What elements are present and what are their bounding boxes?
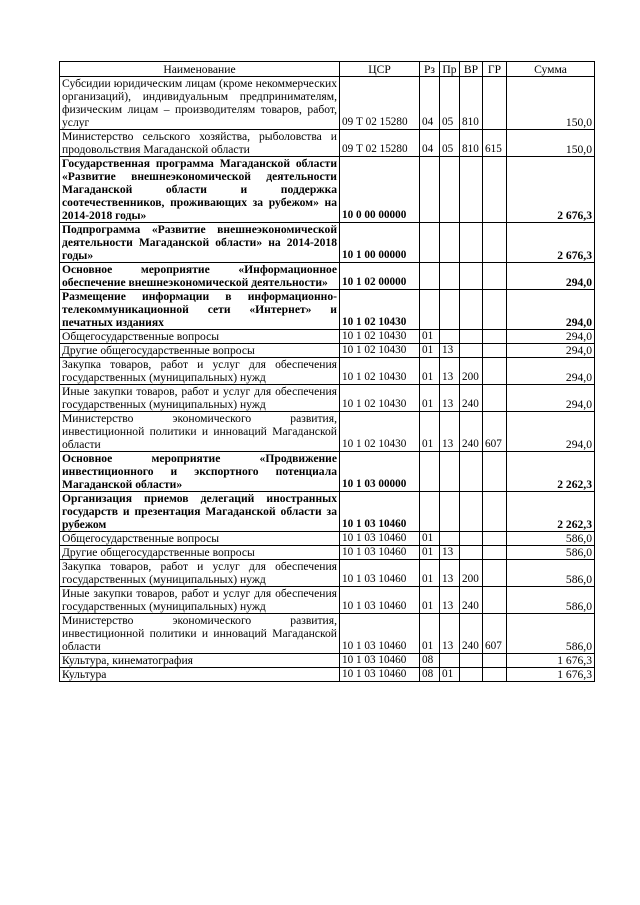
cell-sum: 294,0 [507, 412, 595, 452]
cell-name: Министерство экономического развития, инвестиционной политики и инноваций Магаданской области [60, 412, 340, 452]
cell-vr [460, 330, 483, 344]
cell-rz [420, 452, 440, 492]
cell-vr [460, 344, 483, 358]
cell-gr [483, 654, 507, 668]
cell-vr: 200 [460, 358, 483, 385]
cell-csr: 10 1 03 10460 [340, 532, 420, 546]
cell-gr [483, 452, 507, 492]
table-row [60, 358, 595, 385]
cell-name: Субсидии юридическим лицам (кроме некоммерческих организаций), индивидуальным предпринимателям, физическим лицам – производителям товаров, работ, услуг [60, 77, 340, 130]
cell-pr [440, 492, 460, 532]
cell-csr: 10 1 02 10430 [340, 290, 420, 330]
table-row [60, 614, 595, 654]
cell-sum: 294,0 [507, 330, 595, 344]
cell-csr: 10 1 02 10430 [340, 358, 420, 385]
cell-gr [483, 358, 507, 385]
table-row [60, 654, 595, 668]
cell-pr: 13 [440, 614, 460, 654]
cell-sum: 2 262,3 [507, 452, 595, 492]
cell-pr: 13 [440, 344, 460, 358]
cell-gr [483, 77, 507, 130]
cell-name: Государственная программа Магаданской области «Развитие внешнеэкономической деятельности Магаданской области и поддержка соотечественников, проживающих за рубежом» на 2014-2018 годы» [60, 157, 340, 223]
cell-name: Размещение информации в информационно-телекоммуникационной сети «Интернет» и печатных изданиях [60, 290, 340, 330]
cell-rz [420, 157, 440, 223]
cell-vr [460, 157, 483, 223]
header-csr: ЦСР [340, 62, 420, 77]
table-row [60, 290, 595, 330]
cell-sum: 294,0 [507, 290, 595, 330]
cell-name: Подпрограмма «Развитие внешнеэкономической деятельности Магаданской области» на 2014-2018 годы» [60, 223, 340, 263]
cell-vr: 240 [460, 587, 483, 614]
cell-pr [440, 290, 460, 330]
cell-vr: 200 [460, 560, 483, 587]
cell-csr: 10 1 02 00000 [340, 263, 420, 290]
cell-rz: 01 [420, 330, 440, 344]
cell-vr: 240 [460, 614, 483, 654]
cell-rz: 01 [420, 587, 440, 614]
cell-vr: 240 [460, 412, 483, 452]
cell-pr: 05 [440, 77, 460, 130]
cell-pr [440, 452, 460, 492]
cell-csr: 10 1 03 00000 [340, 452, 420, 492]
cell-pr: 13 [440, 385, 460, 412]
cell-csr: 09 Т 02 15280 [340, 77, 420, 130]
cell-pr [440, 223, 460, 263]
cell-sum: 586,0 [507, 587, 595, 614]
cell-sum: 294,0 [507, 358, 595, 385]
cell-pr: 13 [440, 587, 460, 614]
cell-name: Министерство экономического развития, инвестиционной политики и инноваций Магаданской области [60, 614, 340, 654]
cell-pr: 13 [440, 546, 460, 560]
cell-gr [483, 263, 507, 290]
cell-vr [460, 546, 483, 560]
table-row [60, 77, 595, 130]
cell-vr [460, 223, 483, 263]
table-header-row [60, 62, 595, 77]
cell-sum: 150,0 [507, 77, 595, 130]
cell-name: Основное мероприятие «Продвижение инвестиционного и экспортного потенциала Магаданской области» [60, 452, 340, 492]
cell-gr [483, 587, 507, 614]
cell-rz [420, 492, 440, 532]
table-row [60, 385, 595, 412]
cell-vr [460, 668, 483, 682]
cell-pr: 13 [440, 560, 460, 587]
cell-rz: 01 [420, 385, 440, 412]
table-row [60, 157, 595, 223]
cell-sum: 586,0 [507, 560, 595, 587]
cell-vr [460, 452, 483, 492]
cell-name: Организация приемов делегаций иностранных государств и презентация Магаданской области за рубежом [60, 492, 340, 532]
cell-csr: 10 1 03 10460 [340, 492, 420, 532]
header-sum: Сумма [507, 62, 595, 77]
table-row [60, 344, 595, 358]
cell-pr: 05 [440, 130, 460, 157]
cell-sum: 1 676,3 [507, 654, 595, 668]
table-row [60, 130, 595, 157]
cell-rz: 01 [420, 344, 440, 358]
cell-csr: 10 1 02 10430 [340, 344, 420, 358]
cell-csr: 10 0 00 00000 [340, 157, 420, 223]
cell-name: Другие общегосударственные вопросы [60, 546, 340, 560]
cell-vr [460, 492, 483, 532]
table-row [60, 587, 595, 614]
cell-sum: 1 676,3 [507, 668, 595, 682]
cell-sum: 150,0 [507, 130, 595, 157]
cell-gr [483, 157, 507, 223]
header-vr: ВР [460, 62, 483, 77]
cell-csr: 10 1 03 10460 [340, 560, 420, 587]
cell-vr [460, 654, 483, 668]
cell-gr: 607 [483, 614, 507, 654]
cell-csr: 10 1 03 10460 [340, 614, 420, 654]
cell-name: Основное мероприятие «Информационное обеспечение внешнеэкономической деятельности» [60, 263, 340, 290]
cell-gr [483, 560, 507, 587]
table-row [60, 223, 595, 263]
cell-gr [483, 492, 507, 532]
cell-gr [483, 385, 507, 412]
cell-name: Закупка товаров, работ и услуг для обеспечения государственных (муниципальных) нужд [60, 358, 340, 385]
cell-rz: 04 [420, 130, 440, 157]
cell-csr: 10 1 03 10460 [340, 546, 420, 560]
header-rz: Рз [420, 62, 440, 77]
cell-sum: 586,0 [507, 614, 595, 654]
table-row [60, 668, 595, 682]
cell-vr [460, 263, 483, 290]
cell-gr [483, 546, 507, 560]
cell-pr: 13 [440, 358, 460, 385]
cell-rz: 08 [420, 668, 440, 682]
cell-rz [420, 290, 440, 330]
header-gr: ГР [483, 62, 507, 77]
cell-rz: 01 [420, 560, 440, 587]
table-row [60, 412, 595, 452]
cell-rz: 01 [420, 614, 440, 654]
cell-vr: 810 [460, 77, 483, 130]
cell-csr: 10 1 03 10460 [340, 654, 420, 668]
cell-rz [420, 263, 440, 290]
cell-name: Общегосударственные вопросы [60, 532, 340, 546]
cell-rz: 08 [420, 654, 440, 668]
cell-sum: 294,0 [507, 385, 595, 412]
cell-name: Закупка товаров, работ и услуг для обеспечения государственных (муниципальных) нужд [60, 560, 340, 587]
cell-sum: 586,0 [507, 532, 595, 546]
cell-name: Общегосударственные вопросы [60, 330, 340, 344]
cell-vr: 240 [460, 385, 483, 412]
cell-rz: 01 [420, 546, 440, 560]
cell-vr [460, 532, 483, 546]
table-row [60, 492, 595, 532]
cell-name: Министерство сельского хозяйства, рыболовства и продовольствия Магаданской области [60, 130, 340, 157]
cell-csr: 10 1 02 10430 [340, 385, 420, 412]
cell-pr [440, 330, 460, 344]
cell-sum: 586,0 [507, 546, 595, 560]
cell-sum: 294,0 [507, 344, 595, 358]
cell-csr: 10 1 03 10460 [340, 668, 420, 682]
cell-gr [483, 330, 507, 344]
cell-csr: 09 Т 02 15280 [340, 130, 420, 157]
cell-sum: 2 676,3 [507, 157, 595, 223]
table-row [60, 452, 595, 492]
cell-gr: 615 [483, 130, 507, 157]
cell-csr: 10 1 00 00000 [340, 223, 420, 263]
table-row [60, 532, 595, 546]
cell-gr [483, 668, 507, 682]
cell-rz: 01 [420, 532, 440, 546]
cell-gr [483, 223, 507, 263]
cell-csr: 10 1 02 10430 [340, 330, 420, 344]
cell-gr [483, 532, 507, 546]
budget-table [59, 61, 595, 682]
cell-pr: 01 [440, 668, 460, 682]
table-row [60, 560, 595, 587]
cell-csr: 10 1 02 10430 [340, 412, 420, 452]
cell-name: Другие общегосударственные вопросы [60, 344, 340, 358]
cell-pr: 13 [440, 412, 460, 452]
header-pr: Пр [440, 62, 460, 77]
cell-vr [460, 290, 483, 330]
cell-name: Иные закупки товаров, работ и услуг для обеспечения государственных (муниципальных) нужд [60, 385, 340, 412]
cell-rz: 01 [420, 412, 440, 452]
table-row [60, 330, 595, 344]
cell-name: Культура, кинематография [60, 654, 340, 668]
cell-name: Культура [60, 668, 340, 682]
cell-sum: 2 676,3 [507, 223, 595, 263]
cell-rz: 01 [420, 358, 440, 385]
cell-csr: 10 1 03 10460 [340, 587, 420, 614]
cell-sum: 294,0 [507, 263, 595, 290]
cell-pr [440, 263, 460, 290]
table-body [60, 77, 595, 682]
table-row [60, 546, 595, 560]
cell-gr [483, 290, 507, 330]
cell-vr: 810 [460, 130, 483, 157]
cell-pr [440, 532, 460, 546]
cell-rz: 04 [420, 77, 440, 130]
cell-pr [440, 654, 460, 668]
cell-pr [440, 157, 460, 223]
cell-gr: 607 [483, 412, 507, 452]
cell-name: Иные закупки товаров, работ и услуг для обеспечения государственных (муниципальных) нужд [60, 587, 340, 614]
header-name: Наименование [60, 62, 340, 77]
table-row [60, 263, 595, 290]
cell-gr [483, 344, 507, 358]
cell-rz [420, 223, 440, 263]
cell-sum: 2 262,3 [507, 492, 595, 532]
